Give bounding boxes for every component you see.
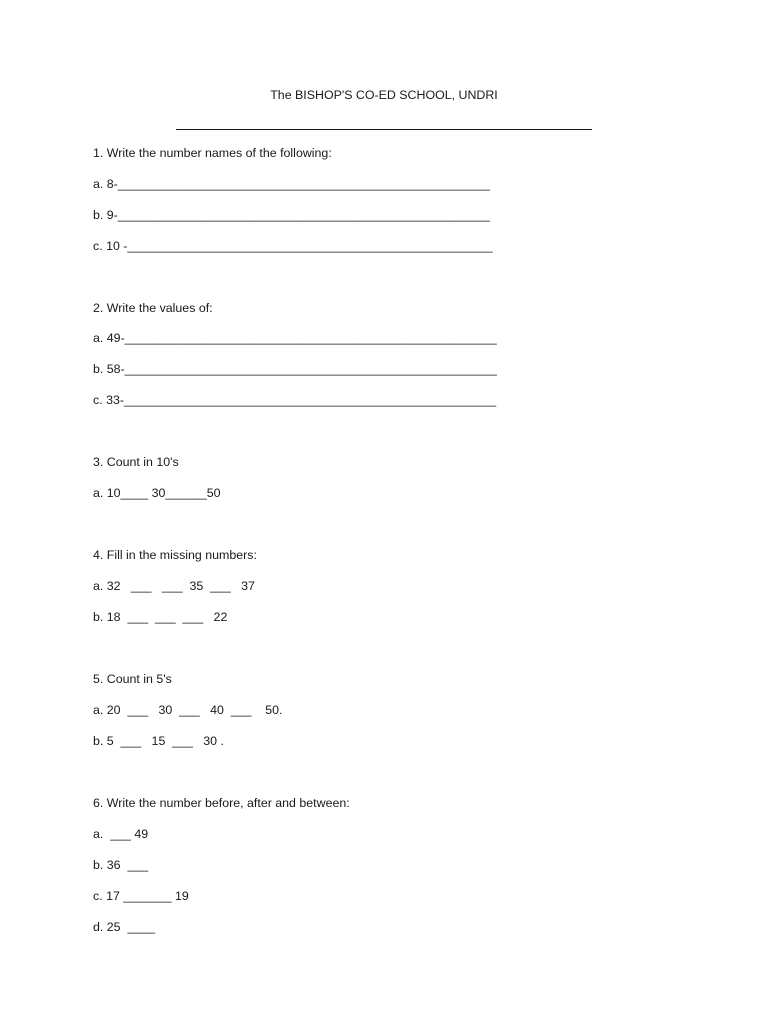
question-2-item-b: b. 58-______________________________________________________ xyxy=(93,362,497,376)
question-6-item-c: c. 17 _______ 19 xyxy=(93,889,189,903)
question-2-item-a: a. 49-______________________________________________________ xyxy=(93,331,497,345)
question-4-item-b: b. 18 ___ ___ ___ 22 xyxy=(93,610,228,624)
school-title: The BISHOP'S CO-ED SCHOOL, UNDRI xyxy=(270,88,498,102)
question-6-item-d: d. 25 ____ xyxy=(93,920,156,934)
question-1-item-a: a. 8-______________________________________________________ xyxy=(93,177,490,191)
question-5-heading: 5. Count in 5's xyxy=(93,672,172,686)
question-6-heading: 6. Write the number before, after and between: xyxy=(93,796,350,810)
question-1-item-c: c. 10 -_____________________________________________________ xyxy=(93,239,493,253)
question-5-item-b: b. 5 ___ 15 ___ 30 . xyxy=(93,734,224,748)
question-3-item-a: a. 10____ 30______50 xyxy=(93,486,221,500)
question-4-heading: 4. Fill in the missing numbers: xyxy=(93,548,257,562)
question-3-heading: 3. Count in 10's xyxy=(93,455,179,469)
question-1-heading: 1. Write the number names of the following: xyxy=(93,146,332,160)
title-underline xyxy=(176,129,592,130)
question-4-item-a: a. 32 ___ ___ 35 ___ 37 xyxy=(93,579,255,593)
question-6-item-b: b. 36 ___ xyxy=(93,858,149,872)
question-5-item-a: a. 20 ___ 30 ___ 40 ___ 50. xyxy=(93,703,283,717)
question-6-item-a: a. ___ 49 xyxy=(93,827,149,841)
question-2-item-c: c. 33-______________________________________________________ xyxy=(93,393,497,407)
question-1-item-b: b. 9-______________________________________________________ xyxy=(93,208,490,222)
question-2-heading: 2. Write the values of: xyxy=(93,301,213,315)
